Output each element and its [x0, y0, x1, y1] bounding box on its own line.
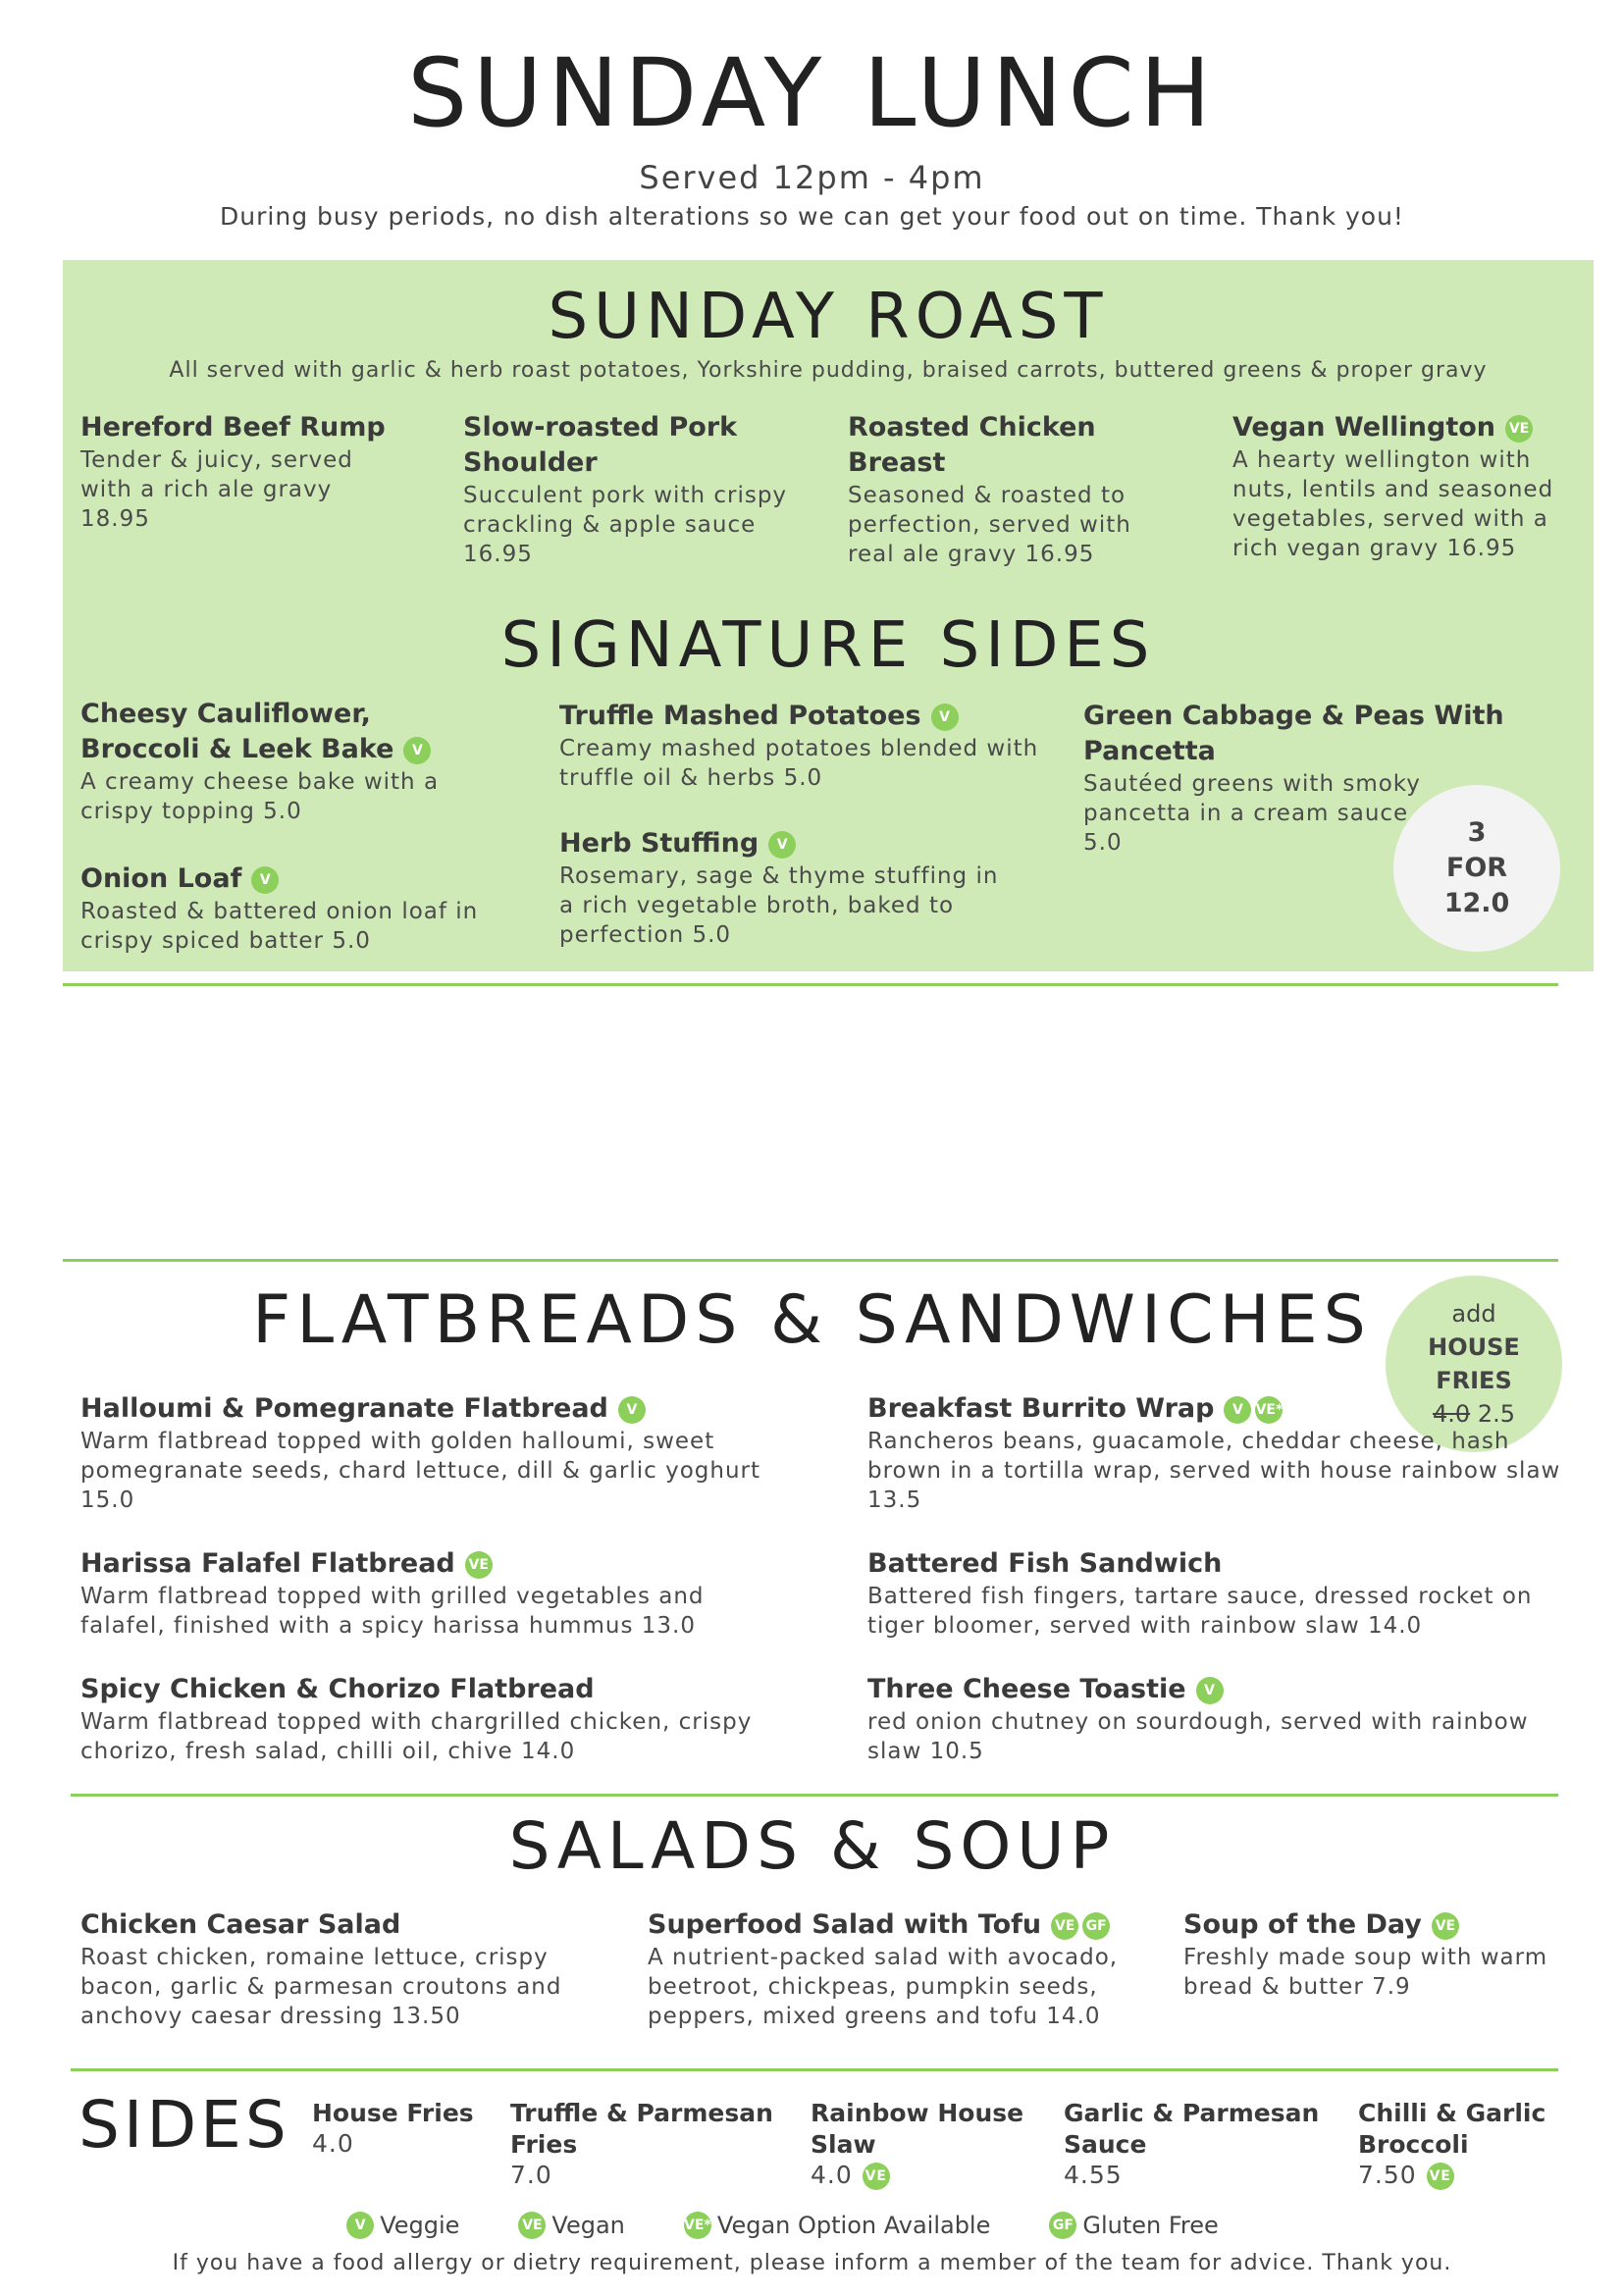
roast-subtitle: All served with garlic & herb roast potatoes, Yorkshire pudding, braised carrots, buttered greens & proper gravy — [169, 358, 1488, 383]
dish-price: 4.0 — [312, 2129, 354, 2158]
divider — [71, 2068, 1558, 2071]
offer-badge — [1393, 785, 1560, 952]
veggie-icon: V — [1224, 1396, 1251, 1424]
offer-qty: 3 — [1467, 817, 1487, 848]
side-item — [80, 697, 493, 826]
dish-desc: A creamy cheese bake with a crispy topping 5.0 — [80, 769, 440, 824]
dish-desc: Tender & juicy, served with a rich ale gravy 18.95 — [80, 447, 353, 532]
flatbread-item — [867, 1672, 1554, 1766]
flatbread-item — [80, 1391, 787, 1515]
flatbread-item — [80, 1546, 748, 1641]
roast-item — [848, 410, 1152, 569]
side-item — [80, 861, 493, 956]
dish-name: Three Cheese Toastie — [867, 1674, 1186, 1704]
served-hours: Served 12pm - 4pm — [639, 159, 985, 196]
salads-title: SALADS & SOUP — [508, 1808, 1116, 1884]
side-row-item — [1358, 2098, 1603, 2190]
dish-name: Soup of the Day — [1183, 1909, 1422, 1940]
dish-desc: Creamy mashed potatoes blended with truffle oil & herbs 5.0 — [559, 736, 1039, 791]
gluten-free-icon: GF — [1049, 2212, 1076, 2239]
dish-desc: red onion chutney on sourdough, served with rainbow slaw 10.5 — [867, 1709, 1529, 1764]
dish-name: Cheesy Cauliflower, Broccoli & Leek Bake — [80, 699, 394, 764]
dish-name: Spicy Chicken & Chorizo Flatbread — [80, 1674, 595, 1704]
side-row-item — [312, 2098, 489, 2159]
dish-name: Slow-roasted Pork Shoulder — [463, 412, 738, 478]
legend-item — [346, 2212, 459, 2239]
allergy-footer: If you have a food allergy or dietry requirement, please inform a member of the team for advice. Thank you. — [172, 2251, 1452, 2275]
divider — [63, 1259, 1558, 1262]
dish-name: Chilli & Garlic Broccoli — [1358, 2099, 1546, 2159]
veggie-icon: V — [346, 2212, 374, 2239]
legend-item — [1049, 2212, 1218, 2239]
dietary-legend — [0, 2212, 1624, 2239]
offer-price: 12.0 — [1443, 888, 1510, 918]
dish-price: 7.50 — [1358, 2161, 1417, 2189]
veggie-icon: V — [931, 704, 959, 731]
roast-item — [80, 410, 394, 534]
dish-name: House Fries — [312, 2099, 474, 2127]
divider — [71, 1794, 1558, 1797]
flatbreads-title: FLATBREADS & SANDWICHES — [252, 1281, 1372, 1359]
legend-item — [684, 2212, 990, 2239]
offer-for: FOR — [1445, 853, 1508, 883]
legend-label: Gluten Free — [1082, 2212, 1219, 2239]
dish-name: Rainbow House Slaw — [811, 2099, 1024, 2159]
dish-name: Green Cabbage & Peas With Pancetta — [1083, 701, 1504, 766]
page-title: SUNDAY LUNCH — [407, 38, 1217, 148]
dish-name: Chicken Caesar Salad — [80, 1909, 401, 1940]
veggie-icon: V — [403, 737, 431, 764]
legend-item — [518, 2212, 624, 2239]
dish-name: Truffle Mashed Potatoes — [559, 701, 921, 731]
vegan-icon: VE — [863, 2163, 890, 2190]
dish-desc: Rancheros beans, guacamole, cheddar cheese, hash brown in a tortilla wrap, served with house rainbow slaw 13.5 — [867, 1429, 1561, 1513]
dish-desc: Warm flatbread topped with chargrilled chicken, crispy chorizo, fresh salad, chilli oil, chive 14.0 — [80, 1709, 753, 1764]
dish-name: Herb Stuffing — [559, 828, 760, 859]
roast-title: SUNDAY ROAST — [548, 281, 1109, 353]
dish-name: Vegan Wellington — [1232, 412, 1496, 443]
fries-offer-line2: FRIES — [1436, 1367, 1512, 1394]
dish-desc: A hearty wellington with nuts, lentils and seasoned vegetables, served with a rich vegan gravy 16.95 — [1232, 447, 1554, 561]
dish-name: Hereford Beef Rump — [80, 412, 386, 443]
dish-name: Breakfast Burrito Wrap — [867, 1393, 1215, 1424]
dish-desc: Warm flatbread topped with golden halloumi, sweet pomegranate seeds, chard lettuce, dill & garlic yoghurt 15.0 — [80, 1429, 760, 1513]
dish-name: Roasted Chicken Breast — [848, 412, 1096, 478]
dish-price: 4.55 — [1064, 2161, 1123, 2189]
flatbread-item — [867, 1391, 1574, 1515]
veggie-icon: V — [251, 866, 279, 894]
dish-desc: Sautéed greens with smoky pancetta in a cream sauce 5.0 — [1083, 771, 1421, 856]
fries-offer-line1: HOUSE — [1428, 1333, 1520, 1361]
vegan-icon: VE — [1051, 1912, 1078, 1940]
dish-name: Onion Loaf — [80, 863, 242, 894]
flatbread-item — [80, 1672, 787, 1766]
vegan-icon: VE — [518, 2212, 546, 2239]
signature-sides-title: SIGNATURE SIDES — [500, 609, 1156, 682]
new-price: 2.5 — [1477, 1400, 1515, 1428]
dish-desc: Roasted & battered onion loaf in crispy spiced batter 5.0 — [80, 899, 479, 954]
side-row-item — [510, 2098, 785, 2190]
veggie-icon: V — [1196, 1677, 1224, 1704]
side-item — [559, 826, 1021, 950]
notice-text: During busy periods, no dish alterations so we can get your food out on time. Thank you! — [220, 202, 1404, 231]
roast-item — [463, 410, 797, 569]
vegan-icon: VE — [1432, 1912, 1459, 1940]
dish-desc: Succulent pork with crispy crackling & apple sauce 16.95 — [463, 483, 788, 567]
side-item — [559, 699, 1050, 793]
dish-name: Battered Fish Sandwich — [867, 1548, 1223, 1579]
old-price: 4.0 — [1433, 1400, 1471, 1428]
salad-item — [1183, 1907, 1556, 2002]
side-row-item — [1064, 2098, 1338, 2190]
dish-name: Superfood Salad with Tofu — [648, 1909, 1042, 1940]
side-row-item — [811, 2098, 1036, 2190]
dish-desc: Roast chicken, romaine lettuce, crispy bacon, garlic & parmesan croutons and anchovy caesar dressing 13.50 — [80, 1945, 562, 2029]
legend-label: Vegan — [551, 2212, 625, 2239]
dish-desc: Freshly made soup with warm bread & butter 7.9 — [1183, 1945, 1548, 2000]
dish-desc: Seasoned & roasted to perfection, served with real ale gravy 16.95 — [848, 483, 1131, 567]
legend-label: Veggie — [380, 2212, 460, 2239]
dish-name: Truffle & Parmesan Fries — [510, 2099, 773, 2159]
vegan-icon: VE — [1427, 2163, 1454, 2190]
dish-name: Halloumi & Pomegranate Flatbread — [80, 1393, 608, 1424]
veggie-icon: V — [618, 1396, 646, 1424]
fries-offer-add: add — [1451, 1300, 1496, 1328]
flatbread-item — [867, 1546, 1554, 1641]
dish-name: Harissa Falafel Flatbread — [80, 1548, 455, 1579]
roast-item — [1232, 410, 1556, 563]
dish-price: 7.0 — [510, 2161, 552, 2189]
vegan-icon: VE — [1505, 415, 1533, 443]
sides-title: SIDES — [79, 2087, 290, 2163]
dish-desc: A nutrient-packed salad with avocado, beetroot, chickpeas, pumpkin seeds, peppers, mixed greens and tofu 14.0 — [648, 1945, 1119, 2029]
vegan-icon: VE — [465, 1551, 493, 1579]
dish-desc: Warm flatbread topped with grilled vegetables and falafel, finished with a spicy harissa hummus 13.0 — [80, 1584, 705, 1639]
veggie-icon: V — [768, 831, 796, 859]
dish-desc: Rosemary, sage & thyme stuffing in a rich vegetable broth, baked to perfection 5.0 — [559, 863, 999, 948]
salad-item — [80, 1907, 591, 2031]
vegan-option-icon: VE* — [1255, 1396, 1283, 1424]
divider — [63, 983, 1558, 986]
salad-item — [648, 1907, 1138, 2031]
gluten-free-icon: GF — [1082, 1912, 1110, 1940]
dish-desc: Battered fish fingers, tartare sauce, dressed rocket on tiger bloomer, served with rainbow slaw 14.0 — [867, 1584, 1533, 1639]
dish-price: 4.0 — [811, 2161, 853, 2189]
legend-label: Vegan Option Available — [716, 2212, 991, 2239]
vegan-option-icon: VE* — [684, 2212, 711, 2239]
dish-name: Garlic & Parmesan Sauce — [1064, 2099, 1320, 2159]
